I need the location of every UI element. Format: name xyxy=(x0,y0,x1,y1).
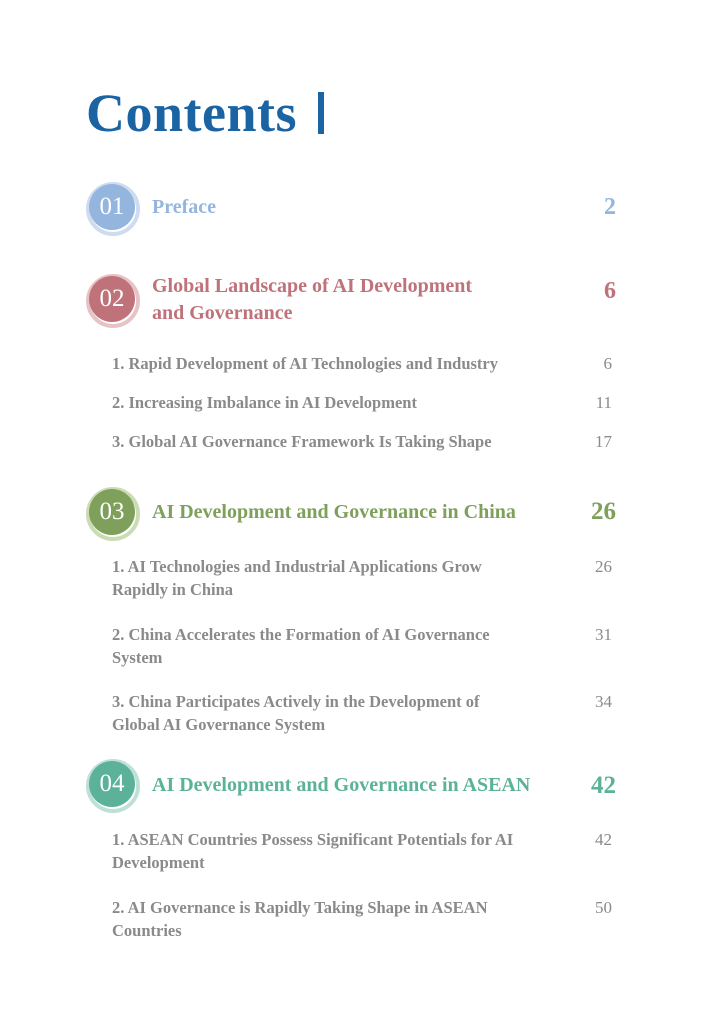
section-03-item-2-line-1: 2. China Accelerates the Formation of AI Governance xyxy=(112,625,490,644)
section-04-title-line-1: AI Development and Governance in ASEAN xyxy=(152,774,531,796)
section-03-item-3-line-2: Global AI Governance System xyxy=(112,715,326,734)
section-02-item-3-page: 17 xyxy=(595,432,612,451)
section-03-page: 26 xyxy=(591,498,616,525)
section-02-number: 02 xyxy=(89,276,135,322)
section-03-item-2-title[interactable] xyxy=(112,623,562,669)
section-04-item-1-page: 42 xyxy=(595,830,612,849)
section-03-item-1-line-1: 1. AI Technologies and Industrial Applications Grow xyxy=(112,557,482,576)
section-02-title[interactable] xyxy=(152,273,472,327)
section-02-item-1-page: 6 xyxy=(603,354,612,373)
section-04-badge xyxy=(86,759,140,813)
section-03-item-3-line-1: 3. China Participates Actively in the Development of xyxy=(112,692,480,711)
section-01-badge xyxy=(86,182,140,236)
section-04-item-2-line-2: Countries xyxy=(112,921,182,940)
section-04-title[interactable] xyxy=(152,772,530,799)
section-04-number: 04 xyxy=(89,761,135,807)
section-03-item-1-line-2: Rapidly in China xyxy=(112,580,234,599)
section-01-number: 01 xyxy=(89,184,135,230)
title-accent-bar xyxy=(318,92,324,134)
section-03-number: 03 xyxy=(89,489,135,535)
section-02-item-2-page: 11 xyxy=(595,393,612,412)
section-02-page: 6 xyxy=(604,278,616,304)
section-03-item-1-title[interactable] xyxy=(112,555,562,601)
section-03-item-2-page: 31 xyxy=(595,625,612,644)
section-04-item-2-page: 50 xyxy=(595,898,612,917)
section-03-item-2-line-2: System xyxy=(112,648,163,667)
section-01-title[interactable] xyxy=(152,194,216,221)
section-02-title-line-1: Global Landscape of AI Development xyxy=(152,275,473,297)
section-03-title-line-1: AI Development and Governance in China xyxy=(152,501,516,523)
section-03-title[interactable] xyxy=(152,499,516,526)
section-02-title-line-2: and Governance xyxy=(152,302,293,324)
section-04-item-2-line-1: 2. AI Governance is Rapidly Taking Shape in ASEAN xyxy=(112,898,488,917)
section-03-item-1-page: 26 xyxy=(595,557,612,576)
section-04-item-1-title[interactable] xyxy=(112,828,562,874)
section-04-item-2-title[interactable] xyxy=(112,896,562,942)
section-02-item-3-title[interactable]: 3. Global AI Governance Framework Is Taking Shape xyxy=(112,432,492,451)
section-02-badge xyxy=(86,274,140,328)
section-04-page: 42 xyxy=(591,772,616,799)
section-04-item-1-line-1: 1. ASEAN Countries Possess Significant Potentials for AI xyxy=(112,830,514,849)
section-02-item-1-title[interactable]: 1. Rapid Development of AI Technologies and Industry xyxy=(112,354,498,373)
section-02-item-2-title[interactable]: 2. Increasing Imbalance in AI Development xyxy=(112,393,417,412)
section-01-title-line-1: Preface xyxy=(152,196,217,218)
section-04-item-1-line-2: Development xyxy=(112,853,205,872)
section-01-page: 2 xyxy=(604,194,616,220)
section-03-badge xyxy=(86,487,140,541)
page-title: Contents xyxy=(86,83,298,143)
section-03-item-3-title[interactable] xyxy=(112,690,562,736)
section-03-item-3-page: 34 xyxy=(595,692,612,711)
